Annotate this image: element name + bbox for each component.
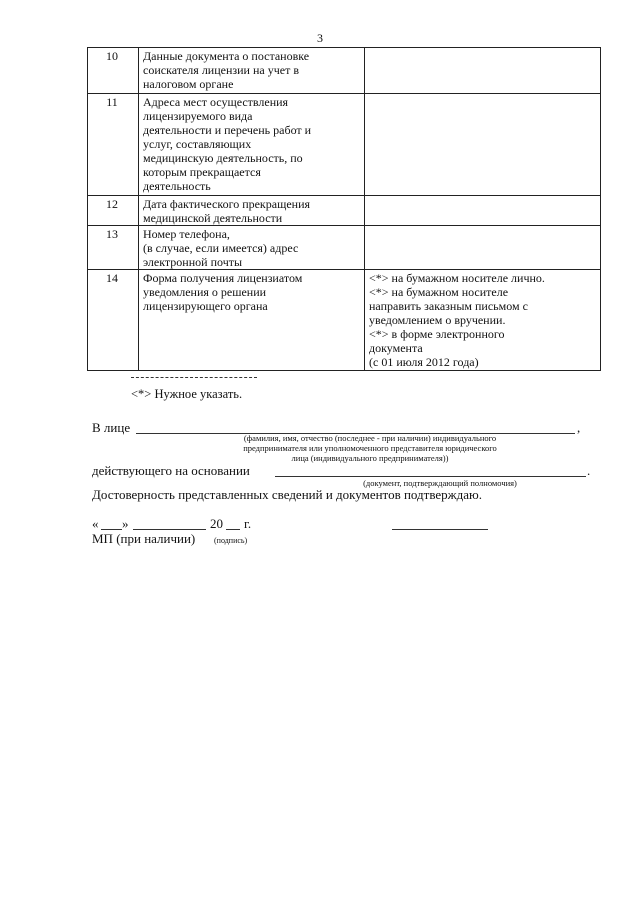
description-line: электронной почты — [143, 255, 243, 269]
mp-label: МП (при наличии) — [92, 531, 196, 546]
signature-field[interactable] — [392, 529, 488, 530]
date-year-prefix: 20 — [210, 516, 223, 531]
description-line: лицензируемого вида — [143, 109, 253, 123]
description-line: деятельности и перечень работ и — [143, 123, 312, 137]
row-description — [139, 270, 365, 371]
table-row — [88, 196, 601, 226]
description-line: которым прекращается — [143, 165, 261, 179]
osnovanie-period: . — [587, 463, 591, 478]
value-line: документа — [369, 341, 423, 355]
value-line: (с 01 июля 2012 года) — [369, 355, 479, 369]
osnovanie-field[interactable] — [275, 476, 586, 477]
row-number: 13 — [88, 226, 139, 270]
document-hint: (документ, подтверждающий полномочия) — [363, 478, 517, 488]
row-value-cell[interactable] — [365, 270, 601, 371]
date-quote-close: » — [122, 516, 129, 531]
description-line: Номер телефона, — [143, 227, 230, 241]
description-line: (в случае, если имеется) адрес — [143, 241, 299, 255]
row-value-cell[interactable] — [365, 196, 601, 226]
description-line: медицинскую деятельность, по — [143, 151, 303, 165]
row-value-cell[interactable] — [365, 94, 601, 196]
date-day-field[interactable] — [101, 529, 122, 530]
date-year-field[interactable] — [226, 529, 240, 530]
page-number: 3 — [317, 31, 323, 45]
application-table — [87, 47, 601, 371]
fio-hint: (фамилия, имя, отчество (последнее - при наличии) индивидуального предпринимателя или уполномоченного представителя юридического лица (индивидуального предпринимателя)) — [243, 433, 497, 463]
value-line: уведомлением о вручении. — [369, 313, 506, 327]
table-row — [88, 270, 601, 371]
row-number: 14 — [88, 270, 139, 371]
dostovernost-statement: Достоверность представленных сведений и документов подтверждаю. — [92, 487, 482, 502]
row-number: 11 — [88, 94, 139, 196]
description-line: Данные документа о постановке — [143, 49, 310, 63]
row-description — [139, 196, 365, 226]
table-row — [88, 226, 601, 270]
description-line: уведомления о решении — [143, 285, 267, 299]
v-lice-label: В лице — [92, 420, 131, 435]
date-suffix: г. — [244, 516, 252, 531]
description-line: медицинской деятельности — [143, 211, 283, 225]
footnote: <*> Нужное указать. — [131, 387, 243, 401]
description-line: Дата фактического прекращения — [143, 197, 311, 211]
row-value-cell[interactable] — [365, 48, 601, 94]
footnote-divider — [131, 377, 257, 378]
v-lice-comma: , — [577, 420, 581, 435]
description-line: соискателя лицензии на учет в — [143, 63, 299, 77]
value-line: <*> на бумажном носителе — [369, 285, 509, 299]
row-value-cell[interactable] — [365, 226, 601, 270]
value-line: <*> на бумажном носителе лично. — [369, 271, 545, 285]
description-line: услуг, составляющих — [143, 137, 252, 151]
osnovanie-label: действующего на основании — [92, 463, 250, 478]
description-line: деятельность — [143, 179, 211, 193]
row-number: 12 — [88, 196, 139, 226]
description-line: Адреса мест осуществления — [143, 95, 289, 109]
description-line: налоговом органе — [143, 77, 234, 91]
date-quote-open: « — [92, 516, 99, 531]
value-line: <*> в форме электронного — [369, 327, 505, 341]
row-description — [139, 48, 365, 94]
table-row — [88, 48, 601, 94]
podpis-hint: (подпись) — [214, 536, 248, 545]
row-description — [139, 226, 365, 270]
description-line: лицензирующего органа — [143, 299, 268, 313]
table-row — [88, 94, 601, 196]
value-line: направить заказным письмом с — [369, 299, 528, 313]
date-month-field[interactable] — [133, 529, 206, 530]
description-line: Форма получения лицензиатом — [143, 271, 303, 285]
row-number: 10 — [88, 48, 139, 94]
row-description — [139, 94, 365, 196]
